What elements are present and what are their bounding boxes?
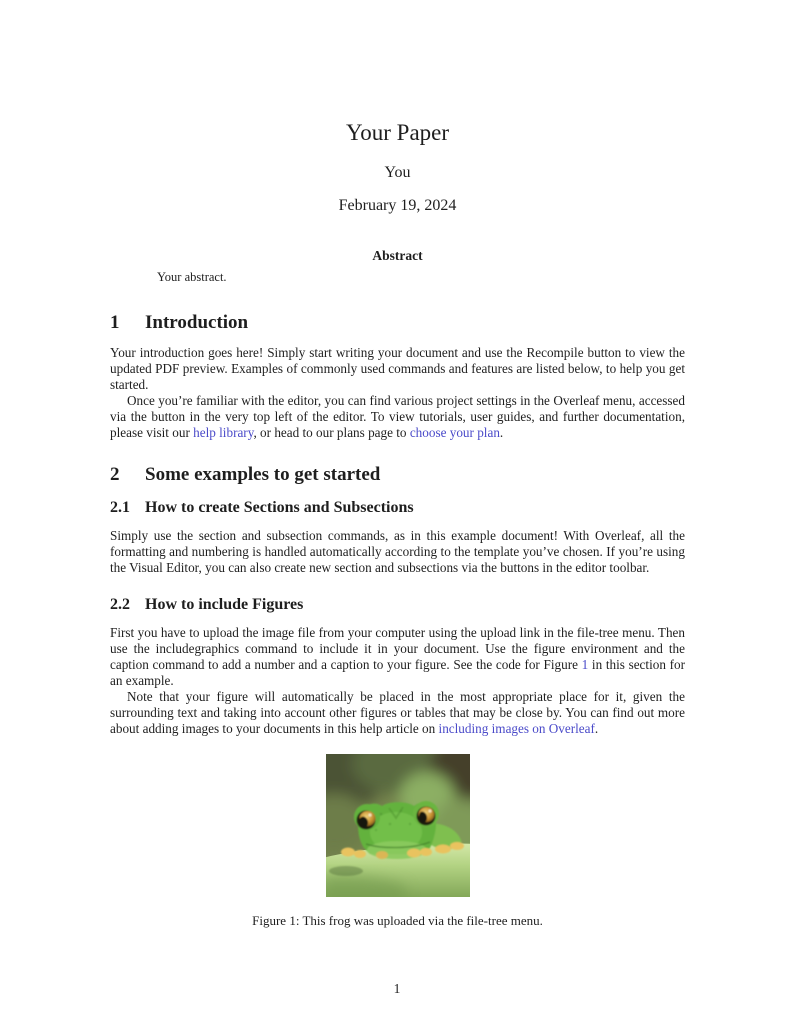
inline-link[interactable]: choose your plan	[409, 424, 500, 440]
inline-link[interactable]: help library	[193, 424, 254, 440]
inline-link[interactable]: including images on Overleaf	[438, 720, 595, 736]
text-run: First you have to upload the image file from your computer using the upload link in the file-tree menu. Then use the includegraphics command to include it in your document. Use the figure environment and the caption command to add a number and a caption to your figure. See the code for Figure	[110, 625, 685, 672]
subsection-2-2-heading	[110, 596, 685, 613]
paragraph	[110, 345, 685, 393]
page-number: 1	[393, 981, 401, 996]
section-2-heading	[110, 465, 685, 485]
abstract-text: Your abstract.	[157, 270, 227, 284]
section-title: Some examples to get started	[145, 464, 381, 486]
text-run: Your introduction goes here! Simply start writing your document and use the Recompile button to view the updated PDF preview. Examples of commonly used commands and features are listed below, to help you get started.	[110, 345, 685, 392]
text-run: , or head to our plans page to	[253, 424, 410, 440]
section-number: 2	[110, 464, 120, 486]
section-1-body	[110, 345, 685, 440]
text-run: Note that your figure will automatically be placed in the most appropriate place for it, given the surrounding text and taking into account other figures or tables that may be close by. You can find out more about adding images to your documents in this help article on	[110, 688, 685, 736]
subsection-number: 2.2	[110, 596, 130, 614]
text-run: .	[594, 720, 599, 736]
paragraph	[110, 625, 685, 689]
text-run: .	[499, 424, 504, 440]
section-1-heading	[110, 313, 685, 333]
subsection-2-2-body	[110, 625, 685, 736]
figure-caption: Figure 1: This frog was uploaded via the file-tree menu.	[252, 912, 543, 928]
figure-frog	[110, 754, 685, 897]
subsection-2-1-heading	[110, 499, 685, 516]
abstract-heading: Abstract	[372, 248, 423, 263]
paper-title: Your Paper	[345, 120, 450, 145]
paragraph	[110, 528, 685, 576]
paper-date: February 19, 2024	[338, 197, 457, 214]
document-content	[0, 121, 794, 929]
subsection-2-1-body	[110, 528, 685, 576]
section-number: 1	[110, 312, 120, 333]
paragraph	[110, 393, 685, 441]
paper-author: You	[384, 164, 411, 181]
inline-link[interactable]: 1	[581, 656, 589, 672]
text-run: Simply use the section and subsection commands, as in this example document! With Overleaf, all the formatting and numbering is handled automatically according to the template you’ve chosen. If you’re using the Visual Editor, you can also create new section and subsections via the buttons in the editor toolbar.	[110, 528, 685, 576]
subsection-title: How to create Sections and Subsections	[145, 499, 414, 517]
section-title: Introduction	[145, 312, 249, 333]
text-run: Once you’re familiar with the editor, you can find various project settings in the Overleaf menu, accessed via the button in the very top left of the editor. To view tutorials, user guides, and further documentation, please visit our	[110, 392, 685, 440]
subsection-title: How to include Figures	[145, 596, 304, 614]
text-run: in this section for an example.	[110, 656, 685, 688]
subsection-number: 2.1	[110, 499, 130, 517]
paragraph	[110, 689, 685, 737]
frog-photo	[326, 754, 470, 897]
